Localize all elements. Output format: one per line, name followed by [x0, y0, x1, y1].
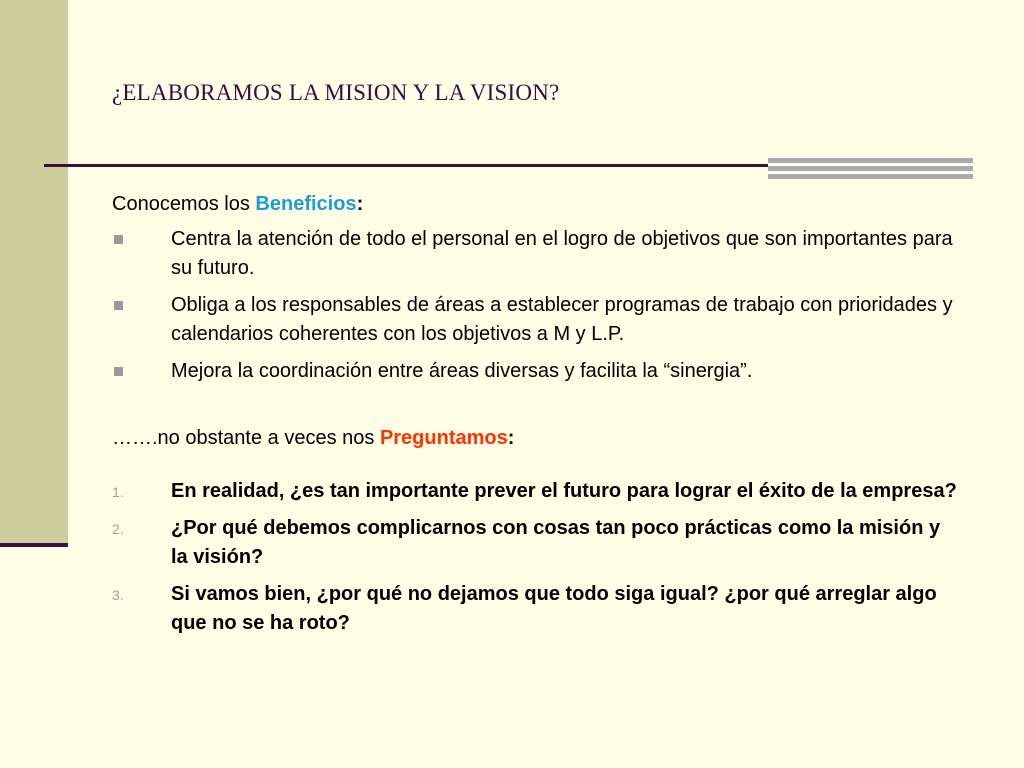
spacer [112, 394, 962, 424]
questions-intro-colon: : [507, 427, 515, 449]
benefits-intro [112, 190, 962, 219]
question-number: 2. [112, 521, 124, 537]
questions-highlight: Preguntamos [379, 427, 508, 449]
decor-bar-top [768, 158, 973, 163]
benefit-item [112, 357, 962, 386]
question-number: 1. [112, 484, 124, 500]
question-text: Si vamos bien, ¿por qué no dejamos que todo siga igual? ¿por qué arreglar algo que no se ha roto? [171, 583, 937, 634]
side-decor-band [0, 0, 68, 545]
decor-bar-middle [768, 166, 973, 171]
question-number: 3. [112, 587, 124, 603]
slide-title: ¿ELABORAMOS LA MISION Y LA VISION? [112, 80, 560, 105]
question-item [112, 580, 962, 638]
benefits-intro-text: Conocemos los [112, 193, 256, 215]
slide-body [112, 190, 962, 646]
question-item [112, 477, 962, 506]
questions-intro-text: …….no obstante a veces nos [112, 427, 380, 449]
benefits-list [112, 225, 962, 386]
benefits-intro-colon: : [356, 193, 364, 215]
decor-bar-bottom [768, 174, 973, 179]
square-bullet-icon [114, 301, 123, 310]
benefit-item [112, 225, 962, 283]
benefit-text: Mejora la coordinación entre áreas diversas y facilita la “sinergia”. [171, 360, 753, 382]
question-text: En realidad, ¿es tan importante prever el futuro para lograr el éxito de la empresa? [171, 480, 957, 502]
benefits-highlight: Beneficios [255, 193, 357, 215]
square-bullet-icon [114, 367, 123, 376]
side-decor-line [0, 543, 68, 547]
title-divider [44, 164, 768, 167]
questions-intro [112, 424, 962, 453]
question-item [112, 514, 962, 572]
question-text: ¿Por qué debemos complicarnos con cosas tan poco prácticas como la misión y la visión? [171, 517, 941, 568]
benefit-text: Obliga a los responsables de áreas a establecer programas de trabajo con prioridades y calendarios coherentes con los objetivos a M y L.P. [171, 294, 953, 345]
questions-list [112, 477, 962, 638]
square-bullet-icon [114, 235, 123, 244]
benefit-item [112, 291, 962, 349]
benefit-text: Centra la atención de todo el personal en el logro de objetivos que son importantes para su futuro. [171, 228, 953, 279]
